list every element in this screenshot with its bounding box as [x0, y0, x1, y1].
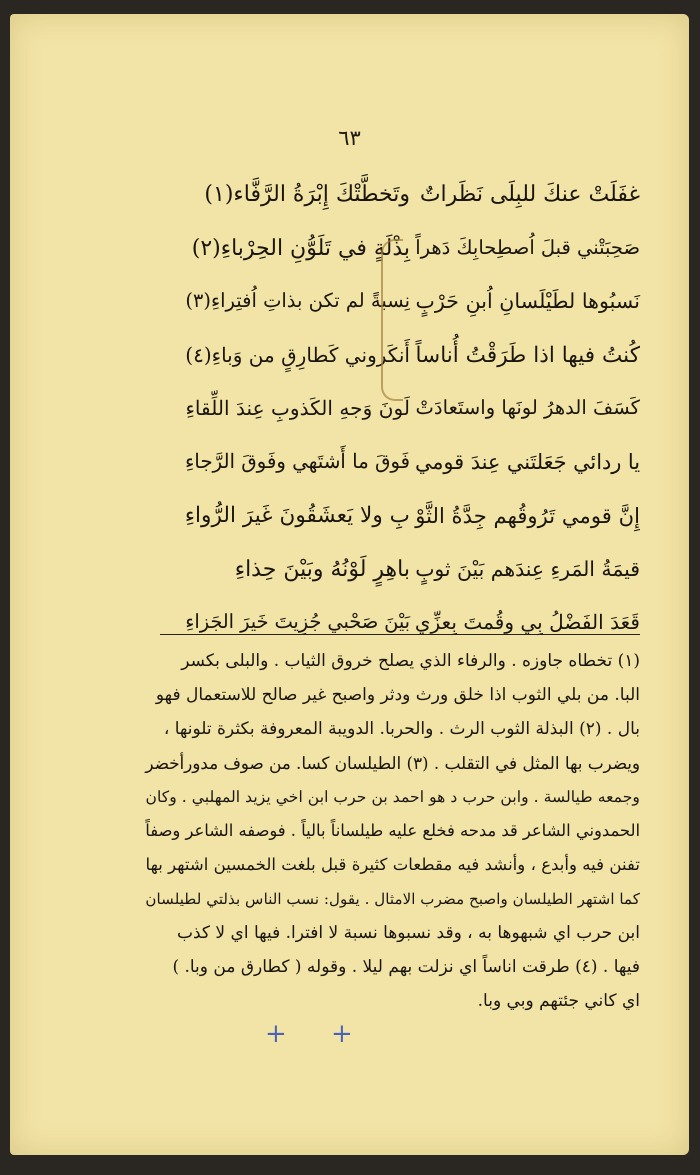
verse-row [160, 398, 640, 432]
handwritten-plus-marks: + + [265, 1019, 371, 1049]
verse-second-hemistich: وتَخطَّتْكَ إِبْرَةُ الرَّفَّاء(١) [204, 182, 410, 207]
footnote-line: ابن حرب اي شبهوها به ، وقد نسبوها نسبة لا افترا. فيها اي لا كذب [177, 923, 640, 943]
verse-row [160, 184, 640, 218]
footnote-line: بال . (٢) البذلة الثوب الرث . والحربا. الدويبة المعروفة بكثرة تلونها ، [163, 719, 640, 739]
verse-second-hemistich: بِ ولا يَعشَقُونَ غَيرَ الرُّواءِ [184, 503, 410, 528]
footnote-line: تفنن فيه وأبدع ، وأنشد فيه مقطعات كثيرة قبل بلغت الخمسين اشتهر بها [145, 855, 640, 874]
verse-second-hemistich: بَيْنَ صَحْبي جُزِيتَ خَيرَ الجَزاءِ [185, 610, 410, 633]
footnotes [145, 644, 640, 1018]
page-number: ٦٣ [338, 126, 361, 150]
footnote-line: (١) تخطاه جاوزه . والرفاء الذي يصلح خروق الثياب . والبلى بكسر [181, 651, 640, 671]
footnote-line: البا. من بلي الثوب اذا خلق ورث ودثر واصبح غير صالح للاستعمال فهو [155, 685, 640, 705]
verse-first-hemistich: كَسَفَ الدهرُ لونَها واستَعادَتْ [415, 396, 640, 419]
verse-first-hemistich: كُنتُ فيها اذا طَرَقْتُ أُناساً [415, 342, 640, 368]
verse-second-hemistich: فَوقَ ما أَشتَهي وفَوقَ الرَّجاءِ [184, 449, 410, 473]
verse-first-hemistich: غفَلَتْ عنكَ للبِلَى نَظَراتٌ [419, 182, 640, 207]
footnote-line: وجمعه طيالسة . وابن حرب د هو احمد بن حرب ابن اخي يزيد المهلبي . وكان [145, 787, 640, 806]
footnote-line: كما اشتهر الطيلسان واصبح مضرب الامثال . يقول: نسب الناس بذلتي لطيلسان [145, 890, 640, 908]
verse-row [160, 612, 640, 646]
footnote-line: اي كاني جئتهم وبي وبا. [477, 991, 640, 1011]
verse-row [160, 556, 640, 593]
footnote-line: الحمدوني الشاعر قد مدحه فخلع عليه طيلساناً بالياً . فوصفه الشاعر وصفاً [145, 821, 640, 840]
verse-second-hemistich: باهِرٍ لَوْنُهُ وبَيْنَ حِذاءِ [234, 556, 410, 582]
verse-first-hemistich: يا ردائي جَعَلتَني عِندَ قومي [414, 449, 640, 474]
verse-first-hemistich: نَسبُوها لطَيْلَسانِ اُبنِ حَرْبٍ [415, 289, 640, 313]
verse-first-hemistich: إِنَّ قومي تَرُوقُهم جِدَّةُ الثَّوْ [415, 503, 640, 528]
poem [10, 14, 689, 634]
verse-second-hemistich: أَنكَروني كَطارِقٍ من وَباءِ(٤) [185, 342, 410, 367]
pencil-bracket-mark [381, 239, 403, 401]
verse-first-hemistich: قيمَةُ المَرءِ عِندَهم بَيْنَ ثوبٍ [415, 556, 640, 581]
book-page [10, 14, 689, 1155]
verse-first-hemistich: قَعَدَ الفَضْلُ بِي وقُمتَ بِعزِّي [414, 610, 640, 634]
verse-second-hemistich: نِسبةً لم تكن بذاتِ اُفتِراءِ(٣) [185, 289, 410, 312]
verse-row [160, 449, 640, 486]
footnote-line: فيها . (٤) طرقت اناساً اي نزلت بهم ليلا . وقوله ( كطارق من وبا. ) [172, 957, 640, 977]
footnote-divider [160, 634, 640, 635]
verse-second-hemistich: لَونَ وَجهِ الكَذوبِ عِندَ اللِّقاءِ [185, 396, 410, 420]
verse-second-hemistich: بِذْلَةٍ في تَلَوُّنِ الحِرْباءِ(٢) [191, 235, 410, 261]
footnote-line: ويضرب بها المثل في التقلب . (٣) الطيلسان كسا. من صوف مدورأخضر [145, 753, 640, 773]
verse-first-hemistich: صَحِبَتْني قبلَ اُصطِحابِكَ دَهراً [415, 235, 640, 259]
verse-row [160, 505, 640, 539]
